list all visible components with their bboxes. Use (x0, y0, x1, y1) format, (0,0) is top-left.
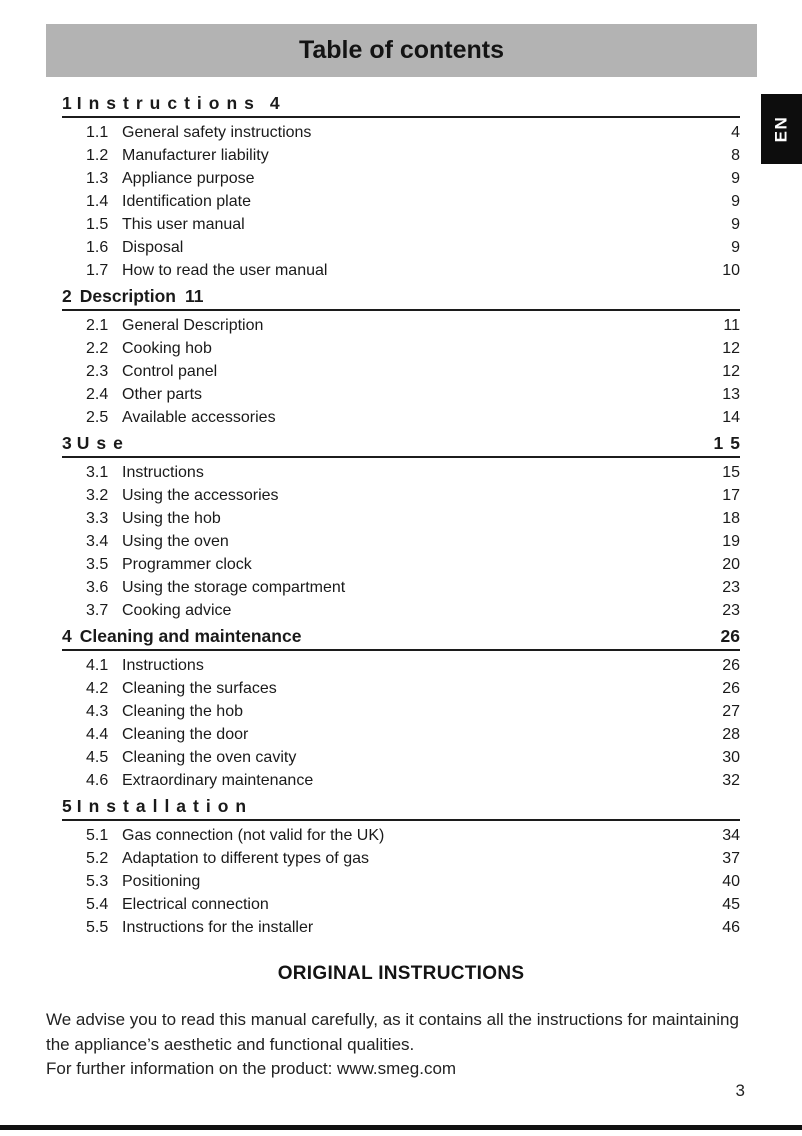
toc-entry (62, 893, 740, 916)
section-number: 5 (62, 796, 72, 816)
toc-entry-label: Other parts (122, 386, 203, 403)
toc-entry-label: Cooking hob (122, 340, 212, 357)
section-title: Use (76, 433, 130, 453)
toc-entry (62, 723, 740, 746)
toc-entry-number: 2.2 (86, 340, 109, 357)
section-heading (62, 93, 740, 118)
toc-entry-label: Disposal (122, 239, 184, 256)
section-title: Cleaning and maintenance (79, 626, 302, 646)
section-items (62, 821, 740, 939)
toc-entry (62, 236, 740, 259)
toc-entry-number: 4.6 (86, 772, 109, 789)
toc-entry-number: 5.1 (86, 827, 109, 844)
toc-entry-number: 1.2 (86, 147, 109, 164)
section-page: 4 (269, 93, 280, 113)
toc-entry-label: Gas connection (not valid for the UK) (122, 827, 385, 844)
toc-entry-number: 4.1 (86, 657, 109, 674)
toc-entry-label: Extraordinary maintenance (122, 772, 314, 789)
toc-entry (62, 314, 740, 337)
toc-entry (62, 916, 740, 939)
page-number: 3 (735, 1081, 745, 1100)
original-instructions-heading: ORIGINAL INSTRUCTIONS (277, 963, 525, 984)
toc-entry-page: 9 (731, 216, 740, 233)
toc-entry-number: 3.5 (86, 556, 109, 573)
toc-entry-page: 9 (731, 193, 740, 210)
toc-entry (62, 746, 740, 769)
table-of-contents-header (46, 24, 757, 77)
toc (62, 93, 747, 939)
section-heading (62, 433, 747, 458)
toc-entry (62, 769, 740, 792)
toc-entry-number: 1.7 (86, 262, 109, 279)
toc-entry-label: Control panel (122, 363, 218, 380)
toc-entry-number: 3.4 (86, 533, 109, 550)
toc-entry-page: 26 (722, 680, 740, 697)
section-page: 26 (720, 626, 740, 646)
toc-entry-page: 45 (722, 896, 740, 913)
toc-entry-label: Using the oven (122, 533, 229, 550)
toc-entry-label: Appliance purpose (122, 170, 255, 187)
toc-section (62, 433, 747, 622)
toc-entry-page: 23 (722, 579, 740, 596)
page-title: Table of contents (298, 36, 505, 64)
toc-entry-page: 19 (722, 533, 740, 550)
toc-entry-page: 17 (722, 487, 740, 504)
toc-entry (62, 484, 740, 507)
toc-entry-label: Positioning (122, 873, 201, 890)
advice-text: We advise you to read this manual carefully, as it contains all the instructions for maintaining the appliance’s aesthetic and functional qualities. (46, 1010, 739, 1054)
toc-entry-number: 4.5 (86, 749, 109, 766)
toc-entry (62, 121, 740, 144)
toc-entry-number: 3.1 (86, 464, 109, 481)
toc-entry-label: Using the accessories (122, 487, 279, 504)
section-page: 15 (713, 433, 747, 453)
toc-entry-label: Cleaning the surfaces (122, 680, 277, 697)
toc-entry-number: 2.1 (86, 317, 109, 334)
section-items (62, 458, 740, 622)
toc-entry-page: 15 (722, 464, 740, 481)
toc-entry-number: 2.5 (86, 409, 109, 426)
toc-entry-label: Using the hob (122, 510, 221, 527)
toc-entry-label: Adaptation to different types of gas (122, 850, 369, 867)
toc-entry (62, 507, 740, 530)
toc-entry-number: 3.3 (86, 510, 109, 527)
toc-entry (62, 824, 740, 847)
toc-entry (62, 654, 740, 677)
toc-entry-number: 4.3 (86, 703, 109, 720)
language-tab-label: EN (771, 115, 791, 143)
section-number: 1 (62, 93, 72, 113)
toc-entry-page: 12 (722, 363, 740, 380)
section-items (62, 651, 740, 792)
toc-entry-page: 46 (722, 919, 740, 936)
section-heading (62, 796, 740, 821)
toc-entry-label: Manufacturer liability (122, 147, 269, 164)
toc-entry (62, 553, 740, 576)
toc-entry-number: 4.2 (86, 680, 109, 697)
toc-entry (62, 461, 740, 484)
toc-entry (62, 599, 740, 622)
toc-entry (62, 677, 740, 700)
toc-entry-page: 4 (731, 124, 740, 141)
toc-entry-page: 27 (722, 703, 740, 720)
section-items (62, 311, 740, 429)
toc-entry-label: Cleaning the oven cavity (122, 749, 297, 766)
toc-entry-number: 3.7 (86, 602, 109, 619)
toc-entry-page: 10 (722, 262, 740, 279)
toc-section (62, 796, 740, 939)
toc-entry (62, 576, 740, 599)
toc-entry-page: 23 (722, 602, 740, 619)
toc-entry-number: 5.2 (86, 850, 109, 867)
toc-entry-label: Using the storage compartment (122, 579, 346, 596)
toc-entry-number: 5.5 (86, 919, 109, 936)
toc-entry (62, 383, 740, 406)
toc-entry-number: 5.4 (86, 896, 109, 913)
section-heading (62, 626, 740, 651)
toc-entry-page: 26 (722, 657, 740, 674)
toc-section (62, 93, 740, 282)
toc-entry (62, 406, 740, 429)
toc-entry-number: 2.3 (86, 363, 109, 380)
toc-section (62, 626, 740, 792)
toc-entry-label: Cleaning the hob (122, 703, 243, 720)
toc-entry-label: Instructions (122, 464, 204, 481)
toc-entry (62, 847, 740, 870)
section-title: Description (79, 286, 177, 306)
toc-entry-page: 20 (722, 556, 740, 573)
toc-entry-number: 1.5 (86, 216, 109, 233)
toc-entry-label: Available accessories (122, 409, 276, 426)
section-title: Installation (76, 796, 254, 816)
toc-entry (62, 259, 740, 282)
toc-entry-page: 40 (722, 873, 740, 890)
toc-entry-number: 2.4 (86, 386, 109, 403)
toc-entry-page: 11 (723, 317, 740, 334)
section-number: 2 (62, 286, 72, 306)
toc-entry (62, 337, 740, 360)
toc-entry-label: Instructions for the installer (122, 919, 314, 936)
language-tab (761, 94, 802, 164)
bottom-rule (0, 1125, 802, 1130)
product-info-text: For further information on the product: www.smeg.com (46, 1059, 457, 1078)
toc-entry (62, 167, 740, 190)
toc-entry-page: 13 (722, 386, 740, 403)
toc-entry-label: General safety instructions (122, 124, 312, 141)
toc-entry-number: 5.3 (86, 873, 109, 890)
toc-entry-label: General Description (122, 317, 264, 334)
toc-entry-page: 30 (722, 749, 740, 766)
toc-entry-page: 28 (722, 726, 740, 743)
toc-entry (62, 700, 740, 723)
toc-entry-number: 1.6 (86, 239, 109, 256)
toc-entry-number: 3.6 (86, 579, 109, 596)
section-number: 3 (62, 433, 72, 453)
toc-entry-page: 12 (722, 340, 740, 357)
toc-entry (62, 190, 740, 213)
toc-entry-label: Cleaning the door (122, 726, 249, 743)
toc-entry-page: 37 (722, 850, 740, 867)
section-items (62, 118, 740, 282)
toc-entry-number: 1.4 (86, 193, 109, 210)
toc-entry-label: Cooking advice (122, 602, 232, 619)
toc-entry-number: 4.4 (86, 726, 109, 743)
toc-entry-page: 9 (731, 170, 740, 187)
toc-entry-page: 34 (722, 827, 740, 844)
toc-entry (62, 144, 740, 167)
toc-entry-label: How to read the user manual (122, 262, 328, 279)
toc-entry-label: Instructions (122, 657, 204, 674)
section-title: Instructions (76, 93, 261, 113)
toc-entry-number: 1.1 (86, 124, 109, 141)
toc-entry-number: 3.2 (86, 487, 109, 504)
toc-entry (62, 870, 740, 893)
toc-entry-page: 32 (722, 772, 740, 789)
toc-entry-label: Electrical connection (122, 896, 269, 913)
toc-entry-page: 9 (731, 239, 740, 256)
toc-entry (62, 530, 740, 553)
toc-entry-label: Identification plate (122, 193, 251, 210)
section-heading (62, 286, 740, 311)
toc-entry (62, 360, 740, 383)
toc-entry-page: 18 (722, 510, 740, 527)
toc-section (62, 286, 740, 429)
toc-entry-page: 14 (722, 409, 740, 426)
toc-entry-page: 8 (731, 147, 740, 164)
section-number: 4 (62, 626, 72, 646)
toc-entry-number: 1.3 (86, 170, 109, 187)
toc-entry-label: Programmer clock (122, 556, 252, 573)
toc-entry (62, 213, 740, 236)
toc-entry-label: This user manual (122, 216, 245, 233)
section-page: 11 (185, 286, 204, 306)
